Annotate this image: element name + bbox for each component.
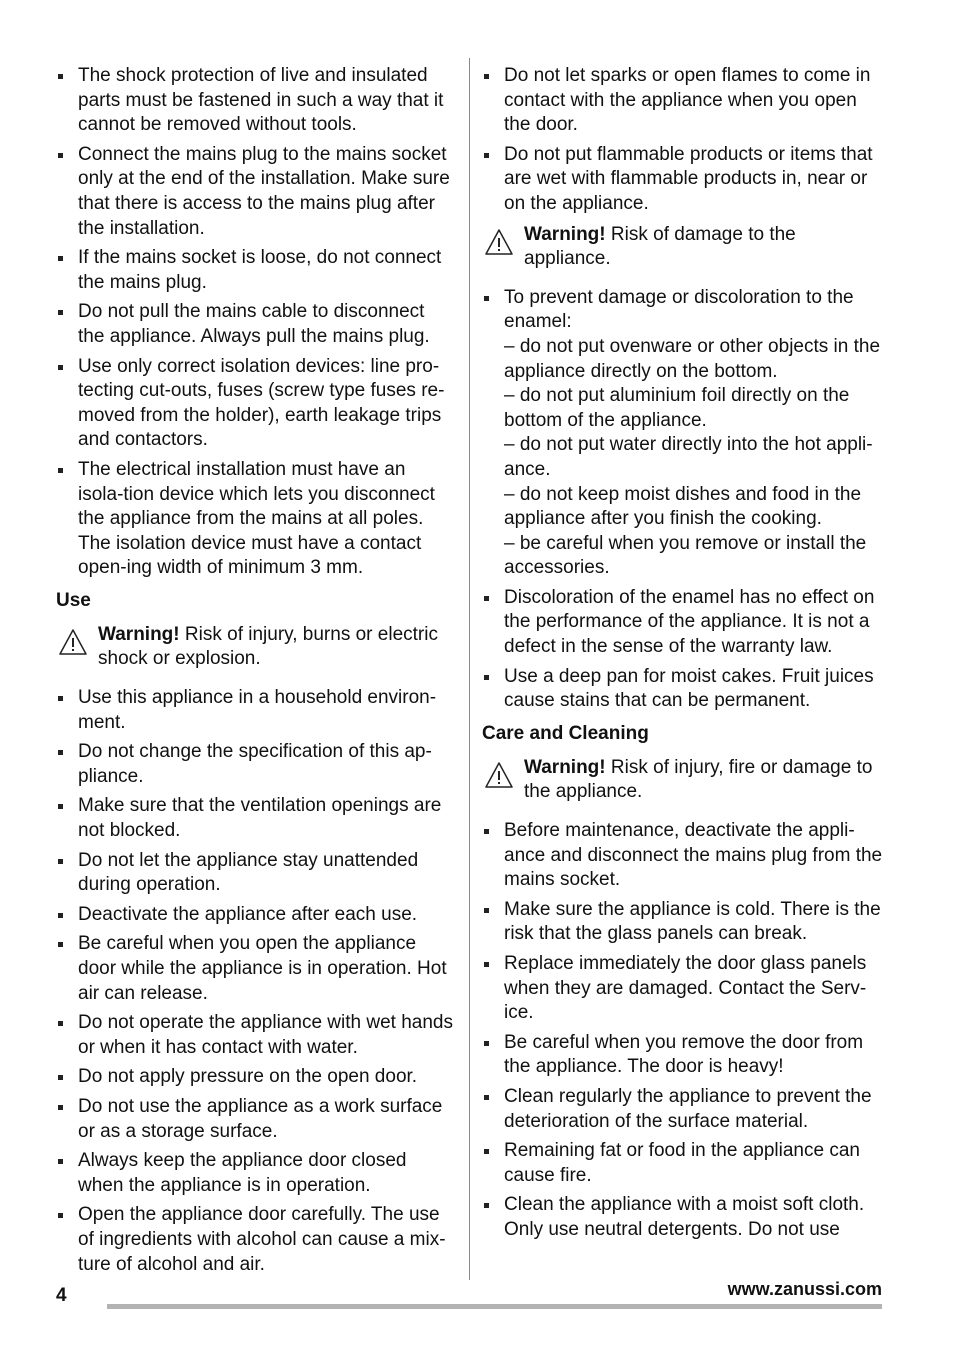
warning-text: Risk of injury, fire or damage to the appliance. [524,756,873,803]
list-item: Do not let the appliance stay unattended during operation. [56,849,456,898]
warning-notice-damage [482,223,884,272]
bullet-icon [58,1159,63,1164]
safety-list-use [56,686,456,1277]
warning-triangle-icon [484,228,514,256]
safety-list-enamel [482,286,884,714]
list-item: Use this appliance in a household environ-ment. [56,686,456,735]
bullet-icon [484,296,489,301]
list-item: Discoloration of the enamel has no effect on the performance of the appliance. It is not a defect in the sense of the warranty law. [482,586,884,660]
list-item: Do not operate the appliance with wet hands or when it has contact with water. [56,1011,456,1060]
list-item: Be careful when you remove the door from the appliance. The door is heavy! [482,1031,884,1080]
bullet-icon [484,74,489,79]
list-item: Connect the mains plug to the mains socket only at the end of the installation. Make sure that there is access to the mains plug after the installation. [56,143,456,241]
bullet-icon [484,1203,489,1208]
bullet-icon [484,1149,489,1154]
safety-list-electrical [56,64,456,581]
list-item: Be careful when you open the appliance door while the appliance is in operation. Hot air can release. [56,932,456,1006]
warning-text: Risk of damage to the appliance. [524,223,796,270]
list-item-enamel: To prevent damage or discoloration to the enamel: – do not put ovenware or other objects in the appliance directly on the bottom. – do not put aluminium foil directly on the bottom of the appliance. – do not put water directly into the hot appli-ance. – do not keep moist dishes and food in the appliance after you finish the cooking. – be careful when you remove or install the accessories. [482,286,884,581]
safety-list-care [482,819,884,1243]
warning-triangle-icon [484,761,514,789]
list-item: Replace immediately the door glass panels when they are damaged. Contact the Serv-ice. [482,952,884,1026]
section-heading-use: Use [56,589,91,611]
bullet-icon [484,962,489,967]
warning-label: Warning! [524,756,606,778]
list-item: Clean the appliance with a moist soft cloth. Only use neutral detergents. Do not use [482,1193,884,1242]
safety-list-fire [482,64,884,217]
bullet-icon [58,365,63,370]
bullet-icon [58,468,63,473]
warning-notice-care [482,756,884,805]
column-divider [469,58,470,1280]
footer-bar [107,1304,882,1309]
bullet-icon [58,1021,63,1026]
warning-label: Warning! [524,223,606,245]
bullet-icon [58,153,63,158]
list-item: Do not pull the mains cable to disconnect the appliance. Always pull the mains plug. [56,300,456,349]
bullet-icon [484,908,489,913]
list-item: Remaining fat or food in the appliance can cause fire. [482,1139,884,1188]
bullet-icon [58,1105,63,1110]
list-item: Always keep the appliance door closed when the appliance is in operation. [56,1149,456,1198]
list-item: Make sure the appliance is cold. There is the risk that the glass panels can break. [482,898,884,947]
bullet-icon [58,913,63,918]
list-item: Do not put flammable products or items that are wet with flammable products in, near or on the appliance. [482,143,884,217]
bullet-icon [58,750,63,755]
footer-url-link[interactable]: www.zanussi.com [727,1279,882,1299]
bullet-icon [484,1041,489,1046]
warning-triangle-icon [58,628,88,656]
bullet-icon [484,675,489,680]
bullet-icon [484,596,489,601]
list-item: The electrical installation must have an isola-tion device which lets you disconnect the appliance from the mains at all poles. The isolation device must have a contact open-ing width of minimum 3 mm. [56,458,456,581]
list-item: Do not change the specification of this ap-pliance. [56,740,456,789]
bullet-icon [484,1095,489,1100]
bullet-icon [58,804,63,809]
bullet-icon [58,1213,63,1218]
list-item: Do not use the appliance as a work surface or as a storage surface. [56,1095,456,1144]
list-item: Clean regularly the appliance to prevent the deterioration of the surface material. [482,1085,884,1134]
bullet-icon [484,829,489,834]
list-item: If the mains socket is loose, do not connect the mains plug. [56,246,456,295]
bullet-icon [58,1075,63,1080]
page-number: 4 [56,1285,67,1306]
list-item: Do not apply pressure on the open door. [56,1065,456,1090]
list-item: Make sure that the ventilation openings are not blocked. [56,794,456,843]
bullet-icon [58,310,63,315]
list-item: Deactivate the appliance after each use. [56,903,456,928]
list-item: Do not let sparks or open flames to come in contact with the appliance when you open the door. [482,64,884,138]
bullet-icon [58,942,63,947]
list-item: The shock protection of live and insulated parts must be fastened in such a way that it cannot be removed without tools. [56,64,456,138]
bullet-icon [484,153,489,158]
section-heading-care: Care and Cleaning [482,722,649,744]
list-item: Open the appliance door carefully. The use of ingredients with alcohol can cause a mix-ture of alcohol and air. [56,1203,456,1277]
bullet-icon [58,74,63,79]
list-item: Use a deep pan for moist cakes. Fruit juices cause stains that can be permanent. [482,665,884,714]
bullet-icon [58,859,63,864]
left-column [56,64,456,1282]
warning-label: Warning! [98,623,180,645]
warning-notice-use [56,623,456,672]
list-item: Use only correct isolation devices: line pro-tecting cut-outs, fuses (screw type fuses re-moved from the holder), earth leakage trips and contactors. [56,355,456,453]
right-column [482,64,884,1248]
warning-text: Risk of injury, burns or electric shock or explosion. [98,623,438,670]
bullet-icon [58,696,63,701]
bullet-icon [58,256,63,261]
list-item: Before maintenance, deactivate the appli-ance and disconnect the mains plug from the mains socket. [482,819,884,893]
